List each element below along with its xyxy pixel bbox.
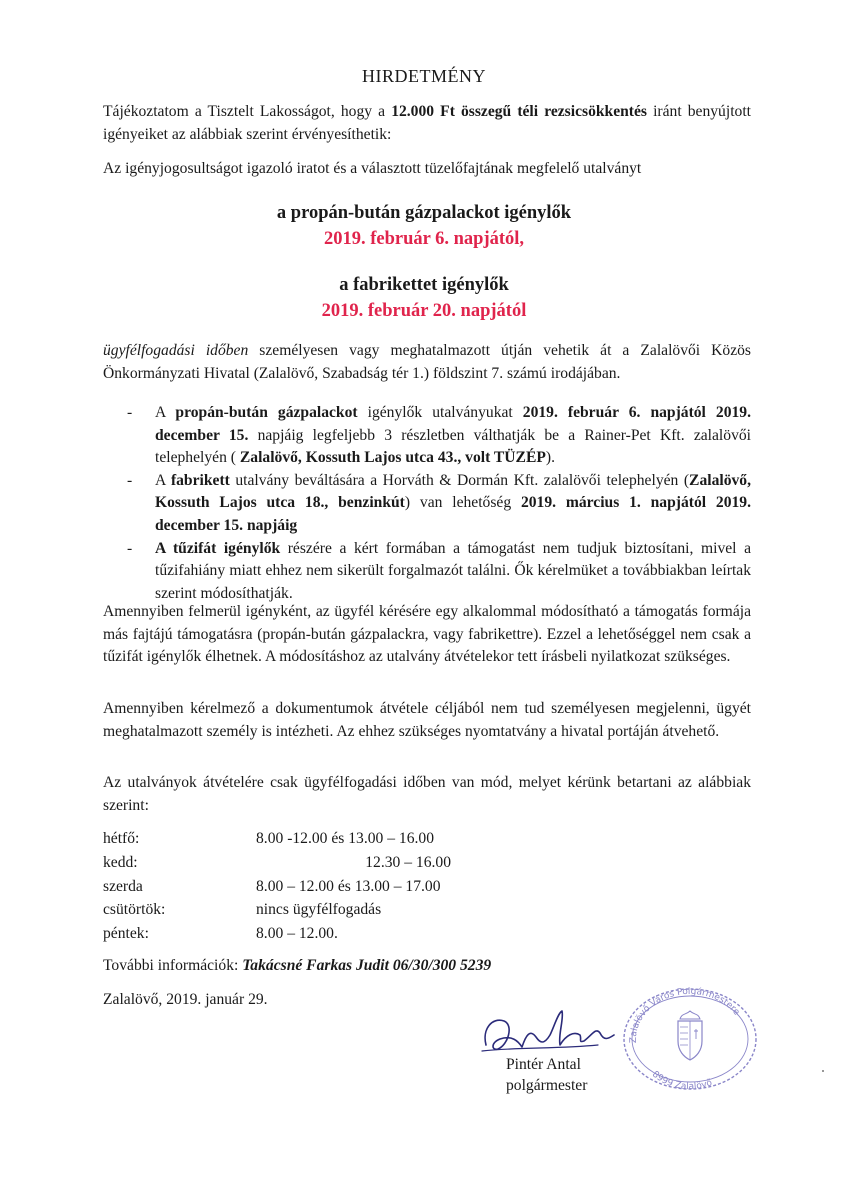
bullet-text: A <box>155 471 171 489</box>
propane-label: a propán-bután gázpalackot igénylők <box>276 203 572 223</box>
bullet-bold: A tűzifát igénylők <box>155 539 281 557</box>
bullet-bold: 2019. február 6. napjától 2019. december 15. <box>155 404 751 444</box>
svg-text:8999 Zalalövő <box>650 1070 714 1092</box>
stamp-text-top: Zalalövő Város Polgármestere <box>628 986 742 1044</box>
list-item <box>103 402 751 470</box>
svg-text:Zalalövő Város Polgármestere <box>629 987 742 1043</box>
intro-amount: 12.000 Ft összegű téli rezsicsökkentés <box>391 103 647 120</box>
table-row <box>103 898 463 922</box>
info-contact: Takácsné Farkas Judit 06/30/300 5239 <box>242 957 492 974</box>
intro-paragraph <box>103 101 751 146</box>
pickup-text: személyesen vagy meghatalmazott útján vehetik át a Zalalövői Közös Önkormányzati Hivatal (Zalalövő, Szabadság tér 1.) földszint 7. számú irodájában. <box>103 342 751 382</box>
schedule-time: 12.30 – 16.00 <box>365 853 451 871</box>
schedule-day: hétfő: <box>103 830 140 847</box>
bullet-text: A <box>155 404 176 421</box>
modify-paragraph: Amennyiben felmerül igényként, az ügyfél kérésére egy alkalommal módosítható a támogatás formája más fajtájú támogatásra (propán-bután gázpalackra, vagy fabrikettre). Ezzel a lehetőséggel nem csak a tűzifát igénylők élhetnek. A módosításhoz az utalvány átvételekor tett írásbeli nyilatkozat szükséges. <box>103 603 751 665</box>
bullet-bold: Zalalövő, Kossuth Lajos utca 43., volt TÜZÉP <box>239 449 546 467</box>
bullet-text: ). <box>545 449 555 467</box>
scan-speck <box>822 1070 824 1072</box>
info-label: További információk: <box>103 957 243 974</box>
bullet-text: igénylők utalványukat <box>357 404 523 421</box>
schedule-day: péntek: <box>103 925 149 943</box>
dash-bullet: - <box>127 404 133 421</box>
schedule-time: 8.00 -12.00 és 13.00 – 16.00 <box>256 830 435 847</box>
signatory-role: polgármester <box>506 1077 588 1094</box>
bullet-bold: propán-bután gázpalackot <box>175 404 358 421</box>
schedule-time: 8.00 – 12.00. <box>256 925 338 943</box>
list-item <box>103 538 751 606</box>
propane-highlight <box>0 200 848 252</box>
info-line <box>103 955 751 978</box>
office-hours-table <box>103 827 463 946</box>
list-item <box>103 470 751 538</box>
table-row <box>103 827 463 851</box>
dash-bullet: - <box>127 539 133 557</box>
pickup-paragraph <box>103 340 751 385</box>
pickup-italic: ügyfélfogadási időben <box>103 342 249 359</box>
intro-text-a: Tájékoztatom a Tisztelt Lakosságot, hogy a <box>103 103 392 120</box>
hours-paragraph: Az utalványok átvételére csak ügyfélfogadási időben van mód, melyet kérünk betartani az alábbiak szerint: <box>103 774 751 814</box>
schedule-day: kedd: <box>103 853 138 871</box>
proxy-paragraph: Amennyiben kérelmező a dokumentumok átvétele céljából nem tud személyesen megjelenni, ügyét meghatalmazott személy is intézheti. Az ehhez szükséges nyomtatvány a hivatal portáján átvehető. <box>103 700 751 740</box>
bullet-text: napjáig legfeljebb 3 részletben válthatják be a Rainer-Pet Kft. zalalövői telephelyén ( <box>155 426 751 467</box>
briquette-highlight <box>0 272 848 324</box>
voucher-paragraph: Az igényjogosultságot igazoló iratot és a választott tüzelőfajtának megfelelő utalványt <box>103 160 642 177</box>
schedule-day: szerda <box>103 877 143 895</box>
stamp-text-bottom: 8999 Zalalövő <box>649 1069 714 1093</box>
place-date: Zalalövő, 2019. január 29. <box>103 991 268 1008</box>
briquette-date: 2019. február 20. napjától <box>321 301 527 321</box>
bullet-list <box>103 402 751 605</box>
table-row <box>103 851 463 875</box>
bullet-bold: Zalalövő, Kossuth Lajos utca 18., benzinkút <box>155 471 751 512</box>
schedule-day: csütörtök: <box>103 901 166 919</box>
bullet-bold: fabrikett <box>170 471 230 489</box>
table-row <box>103 922 463 946</box>
bullet-text: ) van lehetőség <box>404 494 521 512</box>
bullet-text: utalvány beváltására a Horváth & Dormán Kft. zalalövői telephelyén ( <box>229 471 690 489</box>
official-stamp <box>618 985 760 1093</box>
intro-text-c: iránt benyújtott igényeiket az alábbiak szerint érvényesíthetik: <box>103 103 751 143</box>
dash-bullet: - <box>127 471 133 489</box>
table-row <box>103 875 463 899</box>
briquette-label: a fabrikettet igénylők <box>339 275 509 295</box>
schedule-time: 8.00 – 12.00 és 13.00 – 17.00 <box>256 877 441 895</box>
schedule-time: nincs ügyfélfogadás <box>256 901 382 919</box>
signatory-name: Pintér Antal <box>506 1056 581 1073</box>
bullet-text: részére a kért formában a támogatást nem tudjuk biztosítani, mivel a tűzifahiány miatt ehhez nem sikerült forgalmazót találni. Ők kérelmüket a továbbiakban leírtak szerint módosíthatják. <box>155 539 751 602</box>
document-title: HIRDETMÉNY <box>362 66 486 86</box>
bullet-bold: 2019. március 1. napjától 2019. december 15. napjáig <box>155 494 751 534</box>
coat-of-arms-icon <box>678 1011 702 1060</box>
propane-date: 2019. február 6. napjától, <box>323 229 525 249</box>
